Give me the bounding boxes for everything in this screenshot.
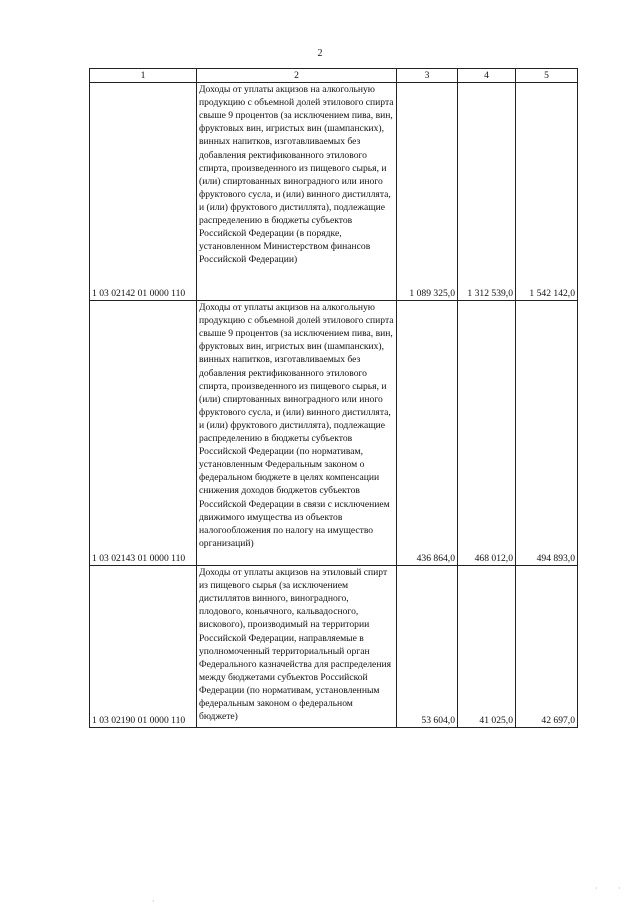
- table-row: [90, 566, 578, 728]
- table-row: [90, 83, 578, 301]
- row-value-col5: 1 542 142,0: [516, 83, 578, 301]
- row-value-col5: 494 893,0: [516, 301, 578, 566]
- column-header-2: 2: [197, 69, 397, 83]
- scan-speck: ·: [618, 884, 621, 893]
- column-header-4: 4: [458, 69, 516, 83]
- row-description: [197, 83, 397, 301]
- row-value-col4: 41 025,0: [458, 566, 516, 728]
- row-description: [197, 301, 397, 566]
- table-header-row: [90, 69, 578, 83]
- revenue-table: [89, 68, 578, 728]
- row-value-col3: 436 864,0: [397, 301, 458, 566]
- row-value-col4: 468 012,0: [458, 301, 516, 566]
- row-description-text: Доходы от уплаты акцизов на алкогольную продукцию с объемной долей этилового спирта свыше 9 процентов (за исключением пива, вин, фруктовых вин, игристых вин (шампанских), винных напитков, изготавливаемых без добавления ректификованного этилового спирта, произведенного из пищевого сырья, и (или) спиртованных виноградного или иного фруктового сусла, и (или) винного дистиллята, и (или) фруктового дистиллята), подлежащие распределению в бюджеты субъектов Российской Федерации (в порядке, установленном Министерством финансов Российской Федерации): [199, 84, 394, 266]
- column-header-1: 1: [90, 69, 197, 83]
- table-row: [90, 301, 578, 566]
- scan-speck: ·: [595, 884, 598, 893]
- row-description: [197, 566, 397, 728]
- row-value-col3: 1 089 325,0: [397, 83, 458, 301]
- row-code: 1 03 02190 01 0000 110: [90, 566, 197, 728]
- row-value-col3: 53 604,0: [397, 566, 458, 728]
- row-code: 1 03 02143 01 0000 110: [90, 301, 197, 566]
- page-number: 2: [317, 48, 323, 59]
- column-header-5: 5: [516, 69, 578, 83]
- row-description-text: Доходы от уплаты акцизов на алкогольную продукцию с объемной долей этилового спирта свыше 9 процентов (за исключением пива, вин, фруктовых вин, игристых вин (шампанских), винных напитков, изготавливаемых без добавления ректификованного этилового спирта, произведенного из пищевого сырья, и (или) спиртованных виноградного или иного фруктового сусла, и (или) винного дистиллята, и (или) фруктового дистиллята), подлежащие распределению в бюджеты субъектов Российской Федерации (по нормативам, установленным Федеральным законом о федеральном бюджете в целях компенсации снижения доходов бюджетов субъектов Российской Федерации в связи с исключением движимого имущества из объектов налогообложения по налогу на имущество организаций): [199, 302, 394, 549]
- row-value-col4: 1 312 539,0: [458, 83, 516, 301]
- row-description-text: Доходы от уплаты акцизов на этиловый спирт из пищевого сырья (за исключением дистиллятов винного, виноградного, плодового, коньячного, кальвадосного, вискового), производимый на территории Российской Федерации, направляемые в уполномоченный территориальный орган Федерального казначейства для распределения между бюджетами субъектов Российской Федерации (по нормативам, установленным федеральным законом о федеральном бюджете): [199, 567, 391, 723]
- column-header-3: 3: [397, 69, 458, 83]
- row-code: 1 03 02142 01 0000 110: [90, 83, 197, 301]
- row-value-col5: 42 697,0: [516, 566, 578, 728]
- scan-speck: ·: [152, 897, 155, 906]
